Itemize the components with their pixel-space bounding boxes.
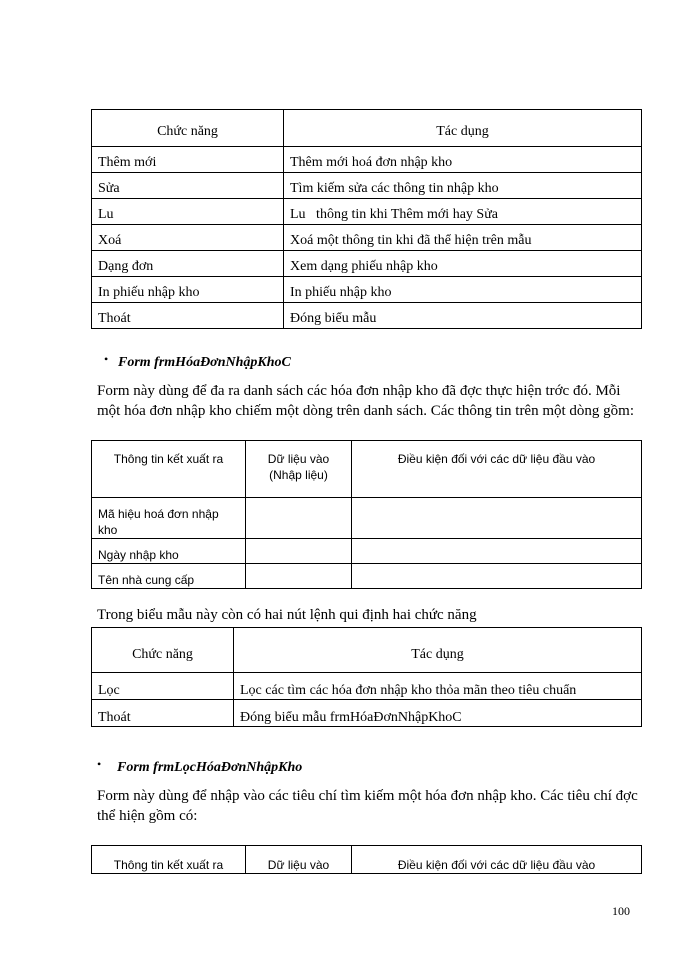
cell-effect: Lọc các tìm các hóa đơn nhập kho thỏa mãn theo tiêu chuẩn xyxy=(234,673,642,700)
cell-conditions xyxy=(352,564,642,589)
cell-conditions xyxy=(352,498,642,539)
cell-input-data xyxy=(246,564,352,589)
table-row xyxy=(92,303,642,329)
cell-effect: In phiếu nhập kho xyxy=(284,277,642,303)
cell-function: Lu xyxy=(92,199,284,225)
header-input-data: Dữ liệu vào (Nhập liệu) xyxy=(246,441,352,498)
functions-table-1 xyxy=(91,109,642,329)
section-paragraph: Form này dùng để nhập vào các tiêu chí tìm kiếm một hóa đơn nhập kho. Các tiêu chí đợc thể hiện gồm có: xyxy=(97,788,638,824)
cell-function: Thêm mới xyxy=(92,147,284,173)
cell-effect: Tìm kiếm sửa các thông tin nhập kho xyxy=(284,173,642,199)
cell-effect: Xoá một thông tin khi đã thể hiện trên mẫu xyxy=(284,225,642,251)
cell-function: Xoá xyxy=(92,225,284,251)
cell-function: Lọc xyxy=(92,673,234,700)
cell-effect: Đóng biểu mẫu frmHóaĐơnNhậpKhoC xyxy=(234,700,642,727)
header-output-info: Thông tin kết xuất ra xyxy=(92,441,246,498)
header-effect: Tác dụng xyxy=(234,628,642,673)
cell-effect: Đóng biểu mẫu xyxy=(284,303,642,329)
bullet-icon: • xyxy=(104,352,109,366)
cell-conditions xyxy=(352,539,642,564)
cell-function: Thoát xyxy=(92,303,284,329)
cell-function: In phiếu nhập kho xyxy=(92,277,284,303)
cell-output-info: Mã hiệu hoá đơn nhập kho xyxy=(92,498,246,539)
bullet-icon: • xyxy=(97,757,102,771)
cell-input-data xyxy=(246,498,352,539)
cell-function: Thoát xyxy=(92,700,234,727)
header-effect: Tác dụng xyxy=(284,110,642,147)
table-row xyxy=(92,251,642,277)
table-header-row xyxy=(92,846,642,874)
header-function: Chức năng xyxy=(92,628,234,673)
cell-input-data xyxy=(246,539,352,564)
cell-output-info: Ngày nhập kho xyxy=(92,539,246,564)
section-paragraph: Form này dùng để đa ra danh sách các hóa đơn nhập kho đã đợc thực hiện trớc đó. Mỗi một hóa đơn nhập kho chiếm một dòng trên danh sách. Các thông tin trên một dòng gồm: xyxy=(97,383,635,419)
table-row xyxy=(92,673,642,700)
fields-table-2 xyxy=(91,845,642,874)
cell-effect: Thêm mới hoá đơn nhập kho xyxy=(284,147,642,173)
table-row xyxy=(92,564,642,589)
page-number: 100 xyxy=(612,904,630,918)
buttons-note: Trong biểu mẫu này còn có hai nút lệnh qui định hai chức năng xyxy=(97,607,477,623)
fields-table-1 xyxy=(91,440,642,589)
cell-output-info: Tên nhà cung cấp xyxy=(92,564,246,589)
header-output-info: Thông tin kết xuất ra xyxy=(92,846,246,874)
cell-effect: Xem dạng phiếu nhập kho xyxy=(284,251,642,277)
table-row xyxy=(92,700,642,727)
table-row xyxy=(92,539,642,564)
header-function: Chức năng xyxy=(92,110,284,147)
header-input-data: Dữ liệu vào xyxy=(246,846,352,874)
header-conditions: Điều kiện đối với các dữ liệu đầu vào xyxy=(352,441,642,498)
table-row xyxy=(92,173,642,199)
table-row xyxy=(92,225,642,251)
table-row xyxy=(92,199,642,225)
table-header-row xyxy=(92,441,642,498)
table-row xyxy=(92,498,642,539)
table-header-row xyxy=(92,628,642,673)
table-row xyxy=(92,277,642,303)
section-heading-loc-hoadon: Form frmLọcHóaĐơnNhậpKho xyxy=(117,760,303,775)
functions-table-2 xyxy=(91,627,642,727)
header-conditions: Điều kiện đối với các dữ liệu đầu vào xyxy=(352,846,642,874)
cell-function: Sửa xyxy=(92,173,284,199)
cell-effect: Lu thông tin khi Thêm mới hay Sửa xyxy=(284,199,642,225)
table-row xyxy=(92,147,642,173)
section-heading-hoadon-c: Form frmHóaĐơnNhậpKhoC xyxy=(118,355,291,370)
table-header-row xyxy=(92,110,642,147)
cell-function: Dạng đơn xyxy=(92,251,284,277)
